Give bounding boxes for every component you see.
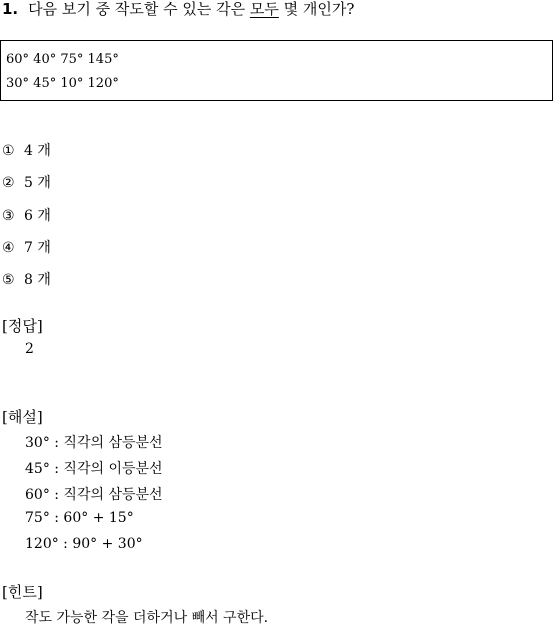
choice-2[interactable]: [2, 172, 51, 192]
choice-2-text: 5 개: [24, 175, 51, 191]
question-text-after: 몇 개인가?: [278, 0, 355, 18]
explanation-line-2: 45° : 직각의 이등분선: [25, 461, 163, 477]
choice-1-mark: ①: [2, 143, 15, 159]
choice-1-text: 4 개: [24, 143, 51, 159]
explanation-line-4: 75° : 60° + 15°: [25, 510, 134, 526]
choice-2-mark: ②: [2, 175, 15, 191]
explanation-line-3: 60° : 직각의 삼등분선: [25, 487, 163, 503]
question-line: [2, 0, 354, 19]
hint-label: [힌트]: [2, 583, 43, 601]
choice-4-mark: ④: [2, 240, 15, 256]
choice-4[interactable]: [2, 237, 51, 257]
hint-text: 작도 가능한 각을 더하거나 빼서 구한다.: [25, 610, 269, 626]
choice-1[interactable]: [2, 140, 51, 160]
answer-label: [정답]: [2, 317, 43, 335]
choice-3-text: 6 개: [24, 208, 51, 224]
options-box-line-2: 30° 45° 10° 120°: [6, 76, 119, 91]
explanation-label: [해설]: [2, 408, 43, 426]
question-text-before: 다음 보기 중 작도할 수 있는 각은: [28, 0, 250, 18]
options-box-line-1: 60° 40° 75° 145°: [6, 52, 119, 67]
answer-value: 2: [25, 341, 34, 357]
choice-3-mark: ③: [2, 208, 15, 224]
explanation-line-1: 30° : 직각의 삼등분선: [25, 435, 163, 451]
choice-5-text: 8 개: [24, 272, 51, 288]
choice-5-mark: ⑤: [2, 272, 15, 288]
explanation-line-5: 120° : 90° + 30°: [25, 536, 143, 552]
question-number: 1.: [2, 0, 19, 18]
choice-4-text: 7 개: [24, 240, 51, 256]
choice-5[interactable]: [2, 269, 51, 289]
options-box: [0, 40, 553, 101]
question-underlined-word: 모두: [249, 0, 279, 18]
choice-3[interactable]: [2, 205, 51, 225]
